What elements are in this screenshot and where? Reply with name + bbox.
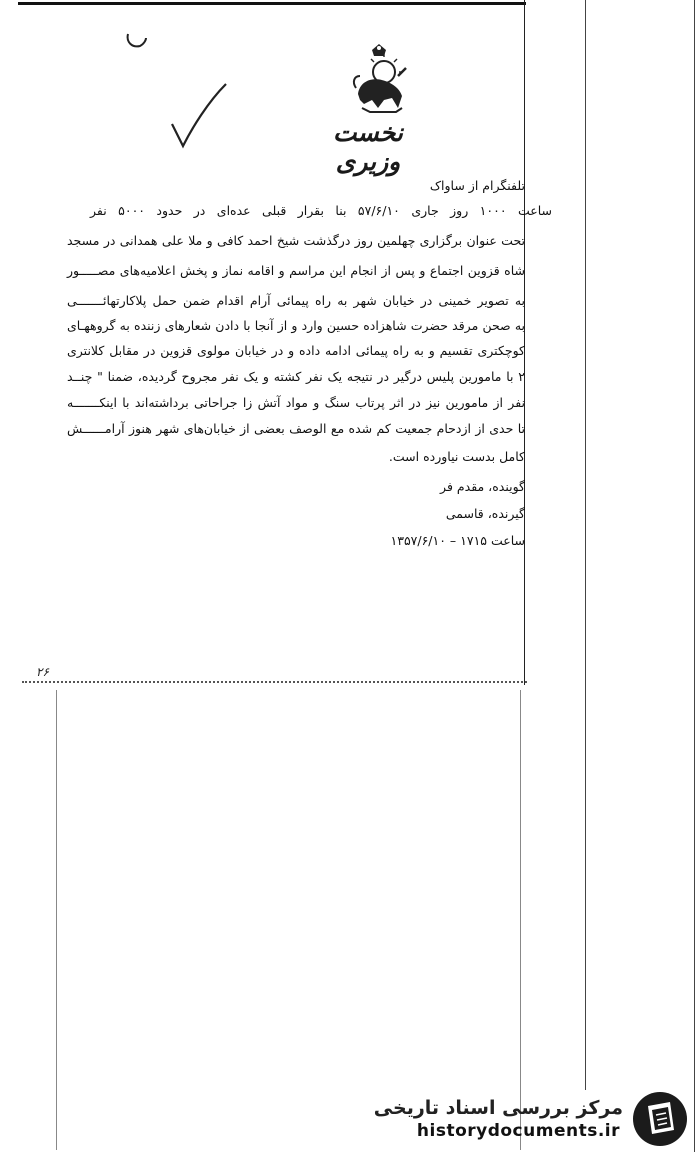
lion-and-sun-emblem-icon	[348, 42, 410, 114]
document-line: ساعت ۱۰۰۰ روز جاری ۵۷/۶/۱۰ بنا بقرار قبلی عده‌ای در حدود ۵۰۰۰ نفر	[90, 203, 552, 218]
scan-edge-line	[520, 690, 521, 1150]
document-line: کوچکتری تقسیم و به راه پیمائی ادامه داده و در خیابان مولوی قزوین در مقابل کلانتری	[67, 343, 525, 358]
top-border	[18, 2, 526, 5]
document-line: به صحن مرقد حضرت شاهزاده حسین وارد و از آنجا با دادن شعارهای زننده به گروههـای	[67, 318, 525, 333]
document-line: ۲ با مامورین پلیس درگیر در نتیجه یک نفر کشته و یک نفر مجروح گردیده، ضمنا " چنــد	[67, 369, 525, 384]
watermark-url-text: historydocuments.ir	[416, 1121, 620, 1141]
document-line: نفر از مامورین نیز در اثر پرتاب سنگ و مواد آتش زا جراحاتی برداشته‌اند با اینکـــــــه	[67, 395, 525, 410]
sender-line: گوینده، مقدم فر	[440, 479, 525, 494]
scan-edge-line	[56, 690, 57, 1150]
page-bottom-edge	[22, 681, 527, 683]
office-title: نخست وزیری	[333, 118, 403, 176]
document-line: تحت عنوان برگزاری چهلمین روز درگذشت شیخ احمد کافی و ملا علی همدانی در مسجد	[67, 233, 525, 248]
document-line: تا حدی از ازدحام جمعیت کم شده مع الوصف بعضی از خیابان‌های شهر هنوز آرامــــــش	[67, 421, 525, 436]
page-number: ۲۶	[36, 665, 49, 679]
timestamp-line: ساعت ۱۷۱۵ – ۱۳۵۷/۶/۱۰	[390, 533, 525, 548]
checkmark-icon	[170, 82, 230, 150]
scan-edge-line	[694, 0, 695, 1152]
document-line: کامل بدست نیاورده است.	[388, 449, 525, 464]
document-line: شاه قزوین اجتماع و پس از انجام این مراسم و اقامه نماز و پخش اعلامیه‌های مصـــــور	[67, 263, 525, 278]
scan-edge-line	[585, 0, 586, 1090]
watermark-persian-text: مرکز بررسی اسناد تاریخی	[373, 1097, 623, 1119]
receiver-line: گیرنده، قاسمی	[445, 506, 525, 521]
document-heading: تلفنگرام از ساواک	[429, 178, 525, 193]
document-line: به تصویر خمینی در خیابان شهر به راه پیمائی آرام اقدام ضمن حمل پلاکارتهائـــــــی	[67, 293, 525, 308]
handwritten-mark	[124, 30, 150, 52]
history-documents-logo-icon	[630, 1090, 692, 1148]
